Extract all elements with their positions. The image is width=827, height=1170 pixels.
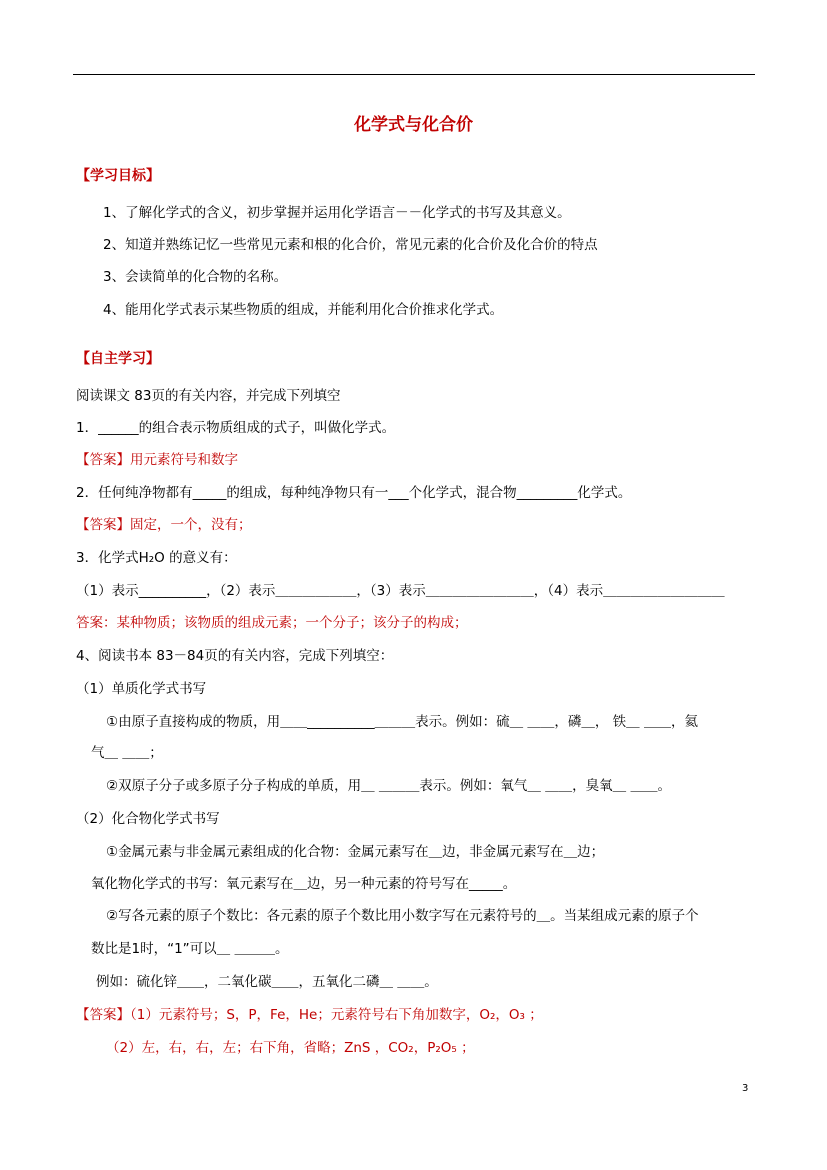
answer-3: 答案：某种物质；该物质的组成元素；一个分子；该分子的构成； [76,615,468,631]
section-self-study-heading: 【自主学习】 [76,351,160,367]
question-1: 1．______的组合表示物质组成的式子，叫做化学式。 [76,420,396,436]
page-title: 化学式与化合价 [354,115,473,135]
answer-4: 【答案】（1）元素符号；S，P，Fe，He；元素符号右下角加数字，O₂，O₃ ； [76,1007,543,1023]
page-number: 3 [742,1083,749,1094]
question-4-1a-cont: 气＿ ＿＿； [91,745,163,761]
question-4-2b-cont: 数比是1时，“1”可以＿ ＿＿＿。 [91,941,289,957]
question-4-part-2: （2）化合物化学式书写 [76,811,220,827]
question-3: 3．化学式H₂O 的意义有： [76,550,237,566]
goal-item: 3、会读简单的化合物的名称。 [103,269,288,285]
answer-4-cont: （2）左，右，右，左；右下角，省略；ZnS ，CO₂，P₂O₅ ； [106,1040,475,1056]
answer-1: 【答案】用元素符号和数字 [76,452,238,468]
question-4-2a-cont: 氧化物化学式的书写：氧元素写在＿边，另一种元素的符号写在_____。 [91,876,517,892]
question-4: 4、阅读书本 83－84页的有关内容，完成下列填空： [76,648,394,664]
question-2: 2．任何纯净物都有_____的组成，每种纯净物只有一___个化学式，混合物_________化学式。 [76,485,632,501]
header-rule [73,74,755,75]
intro-text: 阅读课文 83页的有关内容，并完成下列填空 [76,388,341,404]
question-4-2a: ①金属元素与非金属元素组成的化合物：金属元素写在＿边，非金属元素写在＿边； [106,844,605,860]
question-4-2c: 例如：硫化锌＿＿，二氧化碳＿＿，五氧化二磷＿ ＿＿。 [96,974,438,990]
question-3-blanks: （1）表示__________，（2）表示＿＿＿＿＿＿，（3）表示＿＿＿＿＿＿＿＿，（4）表示＿＿＿＿＿＿＿＿＿ [76,583,725,599]
goal-item: 1、了解化学式的含义，初步掌握并运用化学语言－－化学式的书写及其意义。 [103,205,571,221]
goal-item: 2、知道并熟练记忆一些常见元素和根的化合价，常见元素的化合价及化合价的特点 [103,237,598,253]
question-4-part-1: （1）单质化学式书写 [76,681,207,697]
question-4-2b: ②写各元素的原子个数比：各元素的原子个数比用小数字写在元素符号的＿。当某组成元素的原子个 [106,908,699,924]
section-goals-heading: 【学习目标】 [76,168,160,184]
question-4-1a: ①由原子直接构成的物质，用＿＿__________＿＿＿表示。例如：硫＿ ＿＿，磷＿， 铁＿ ＿＿，氦 [106,714,698,730]
goal-item: 4、能用化学式表示某些物质的组成，并能利用化合价推求化学式。 [103,302,504,318]
question-4-1b: ②双原子分子或多原子分子构成的单质，用＿ ＿＿＿表示。例如：氧气＿ ＿＿，臭氧＿ ＿＿。 [106,778,671,794]
answer-2: 【答案】固定，一个，没有； [76,517,252,533]
